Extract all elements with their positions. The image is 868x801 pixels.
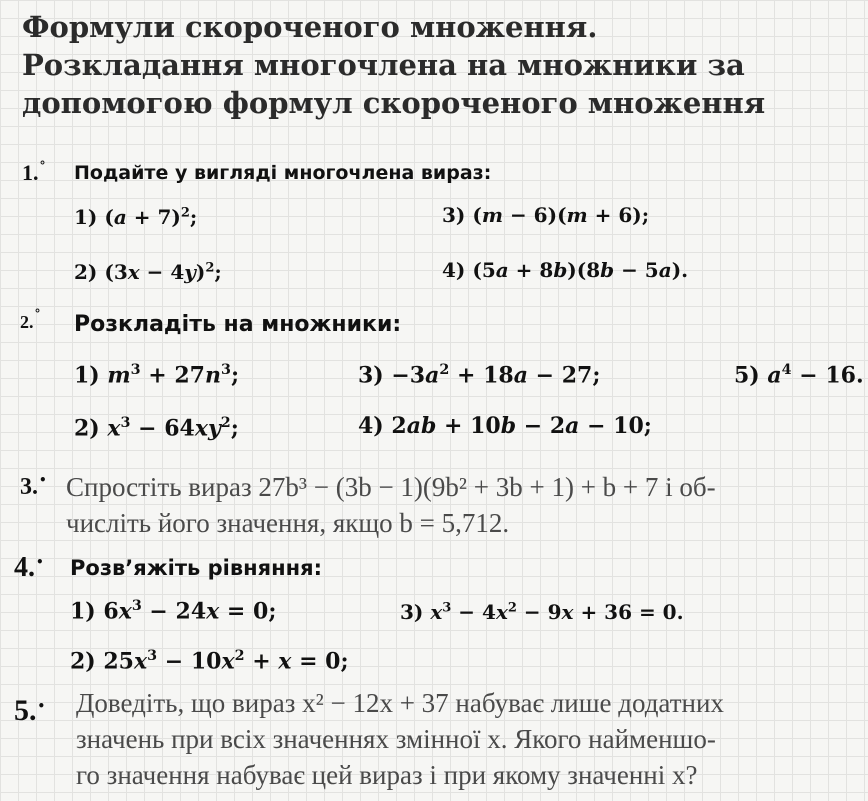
task-2-item-2: 2) $x^3 - 64xy^2$; (74, 415, 239, 442)
task-4-item-1: 1) $6x^3 - 24x = 0$; (70, 598, 277, 625)
task-1-item-3: 3) (m − 6)(m + 6); (442, 203, 650, 227)
task-2-item-1: 1) $m^3 + 27n^3$; (74, 362, 240, 389)
page-title-line-3: допомогою формул скороченого множення (22, 86, 766, 120)
task-5-text-line-1: Доведіть, що вираз x² − 12x + 37 набуває лише додатних (76, 688, 724, 718)
task-5-text-line-3: го значення набуває цей вираз і при якому значенні x? (76, 760, 698, 790)
task-2-item-5: 5) $a^4 - 16$. (734, 362, 864, 389)
task-1-item-2: 2) $(3x - 4y)^2$; (74, 260, 222, 284)
page-title-line-1: Формули скороченого множення. (22, 10, 598, 44)
task-2-number: 2.° (20, 307, 41, 332)
task-2-instruction: Розкладіть на множники: (74, 312, 402, 337)
task-1-instruction: Подайте у вигляді многочлена вираз: (74, 162, 492, 184)
task-4-item-3: 3) $x^3 - 4x^2 - 9x + 36 = 0$. (400, 600, 684, 624)
task-4-number: 4.• (14, 552, 44, 583)
task-1-item-1: 1) $(a + 7)^2$; (74, 205, 198, 229)
task-3-number: 3.• (20, 473, 47, 500)
page-title-line-2: Розкладання многочлена на множники за (22, 48, 745, 82)
task-4-instruction: Розв’яжіть рівняння: (70, 556, 323, 580)
task-3-text-line-1: Спростіть вираз 27b³ − (3b − 1)(9b² + 3b + 1) + b + 7 і об- (66, 472, 716, 502)
task-2-item-3: $3) -3a^2 + 18a - 27$; (358, 362, 601, 389)
task-2-item-4: 4) 2ab + 10b − 2a − 10; (358, 413, 652, 439)
task-5-number: 5.• (14, 694, 46, 727)
task-4-item-2: 2) $25x^3 - 10x^2 + x = 0$; (70, 648, 349, 675)
task-5-text-line-2: значень при всіх значеннях змінної x. Якого найменшо- (76, 724, 716, 754)
task-1-number: 1.° (22, 159, 46, 185)
task-1-item-4: 4) (5a + 8b)(8b − 5a). (442, 258, 689, 282)
task-3-text-line-2: числіть його значення, якщо b = 5,712. (66, 508, 510, 538)
